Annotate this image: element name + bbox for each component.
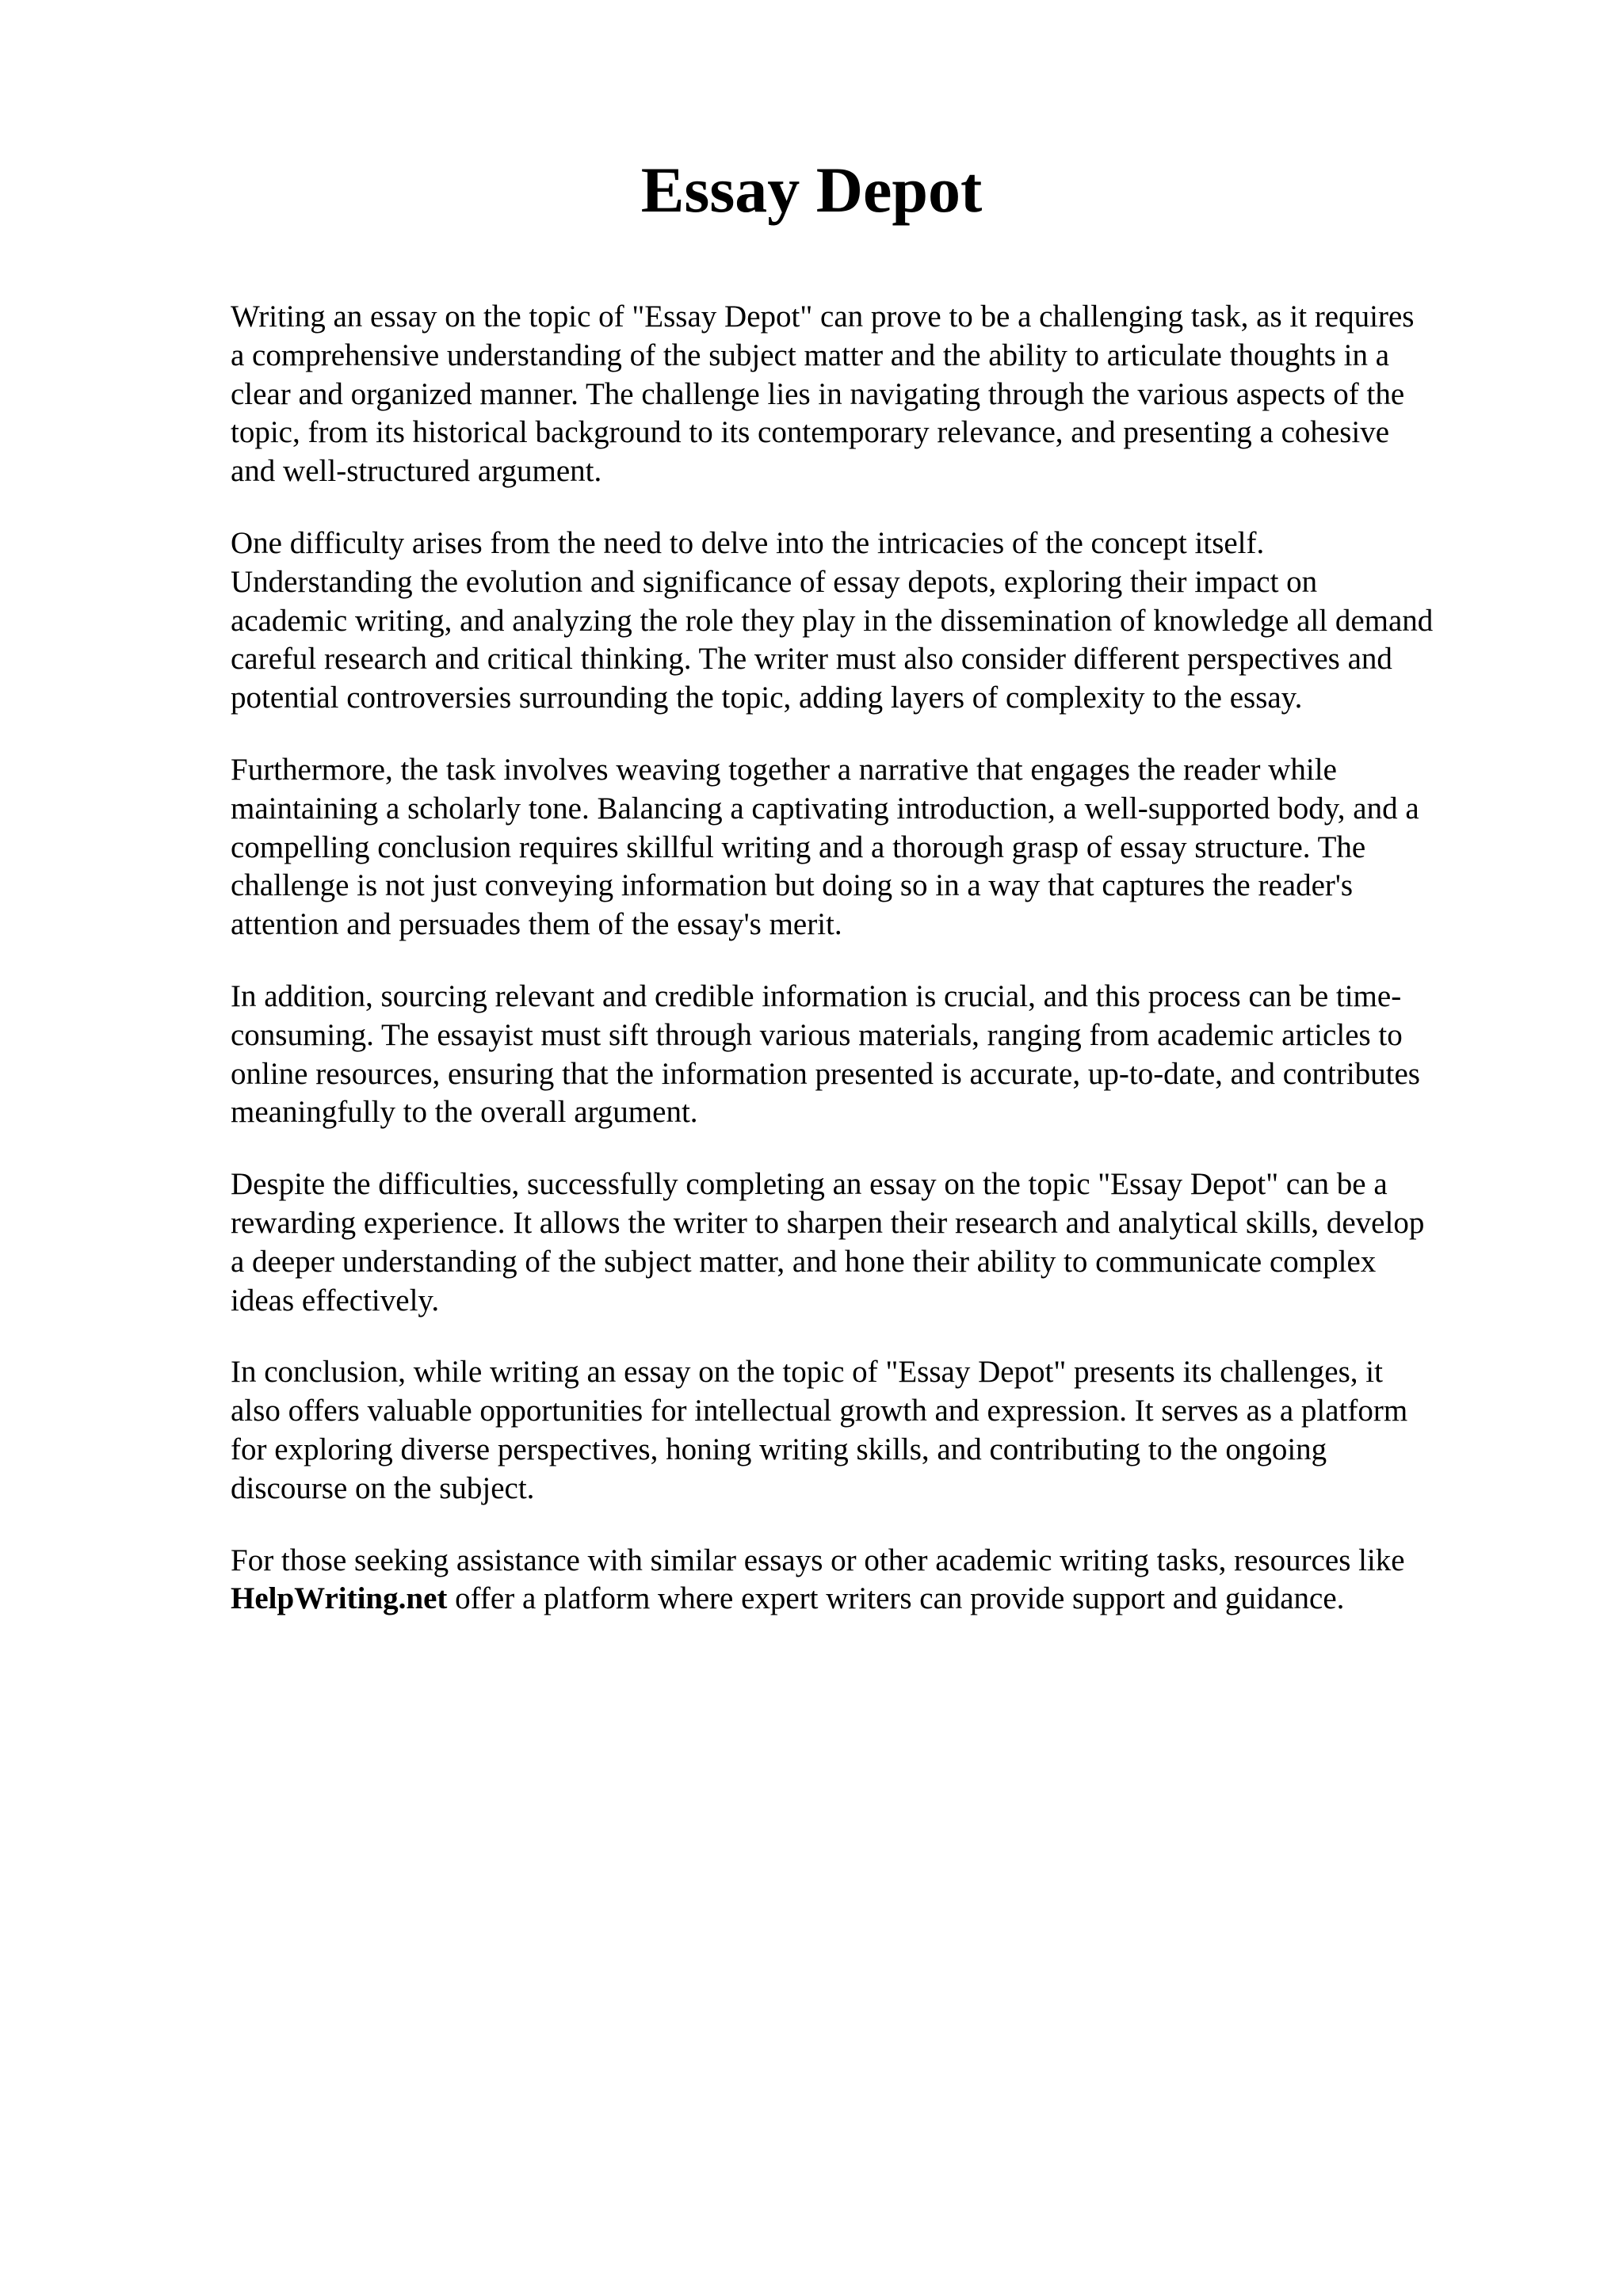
paragraph: Despite the difficulties, successfully completing an essay on the topic "Essay Depot" can be a rewarding experience. It allows the writer to sharpen their research and analytical skills, develop a deeper understanding of the subject matter, and hone their ability to communicate complex ideas effectively. xyxy=(231,1167,1425,1318)
paragraph: One difficulty arises from the need to delve into the intricacies of the concept itself. Understanding the evolution and significance of essay depots, exploring their impact on academic writing, and analyzing the role they play in the dissemination of knowledge all demand careful research and critical thinking. The writer must also consider different perspectives and potential controversies surrounding the topic, adding layers of complexity to the essay. xyxy=(231,525,1434,715)
closing-paragraph xyxy=(231,1542,1530,1619)
closing-text-after: offer a platform where expert writers can provide support and guidance. xyxy=(447,1581,1345,1616)
document-title: Essay Depot xyxy=(640,154,983,226)
closing-text-before: For those seeking assistance with similar essays or other academic writing tasks, resources like xyxy=(231,1543,1405,1577)
paragraph: In conclusion, while writing an essay on the topic of "Essay Depot" presents its challenges, it also offers valuable opportunities for intellectual growth and expression. It serves as a platform for exploring diverse perspectives, honing writing skills, and contributing to the ongoing discourse on the subject. xyxy=(231,1355,1408,1505)
paragraph: Furthermore, the task involves weaving together a narrative that engages the reader while maintaining a scholarly tone. Balancing a captivating introduction, a well-supported body, and a compelling conclusion requires skillful writing and a thorough grasp of essay structure. The challenge is not just conveying information but doing so in a way that captures the reader's attention and persuades them of the essay's merit. xyxy=(231,752,1419,942)
paragraph: In addition, sourcing relevant and credible information is crucial, and this process can be time- consuming. The essayist must sift through various materials, ranging from academic articles to online resources, ensuring that the information presented is accurate, up-to-date, and contributes meaningfully to the overall argument. xyxy=(231,978,1420,1130)
document-body xyxy=(231,298,1530,1652)
brand-name: HelpWriting.net xyxy=(231,1581,448,1616)
paragraph: Writing an essay on the topic of "Essay Depot" can prove to be a challenging task, as it requires a comprehensive understanding of the subject matter and the ability to articulate thoughts in a clear and organized manner. The challenge lies in navigating through the various aspects of the topic, from its historical background to its contemporary relevance, and presenting a cohesive and well-structured argument. xyxy=(231,299,1415,489)
